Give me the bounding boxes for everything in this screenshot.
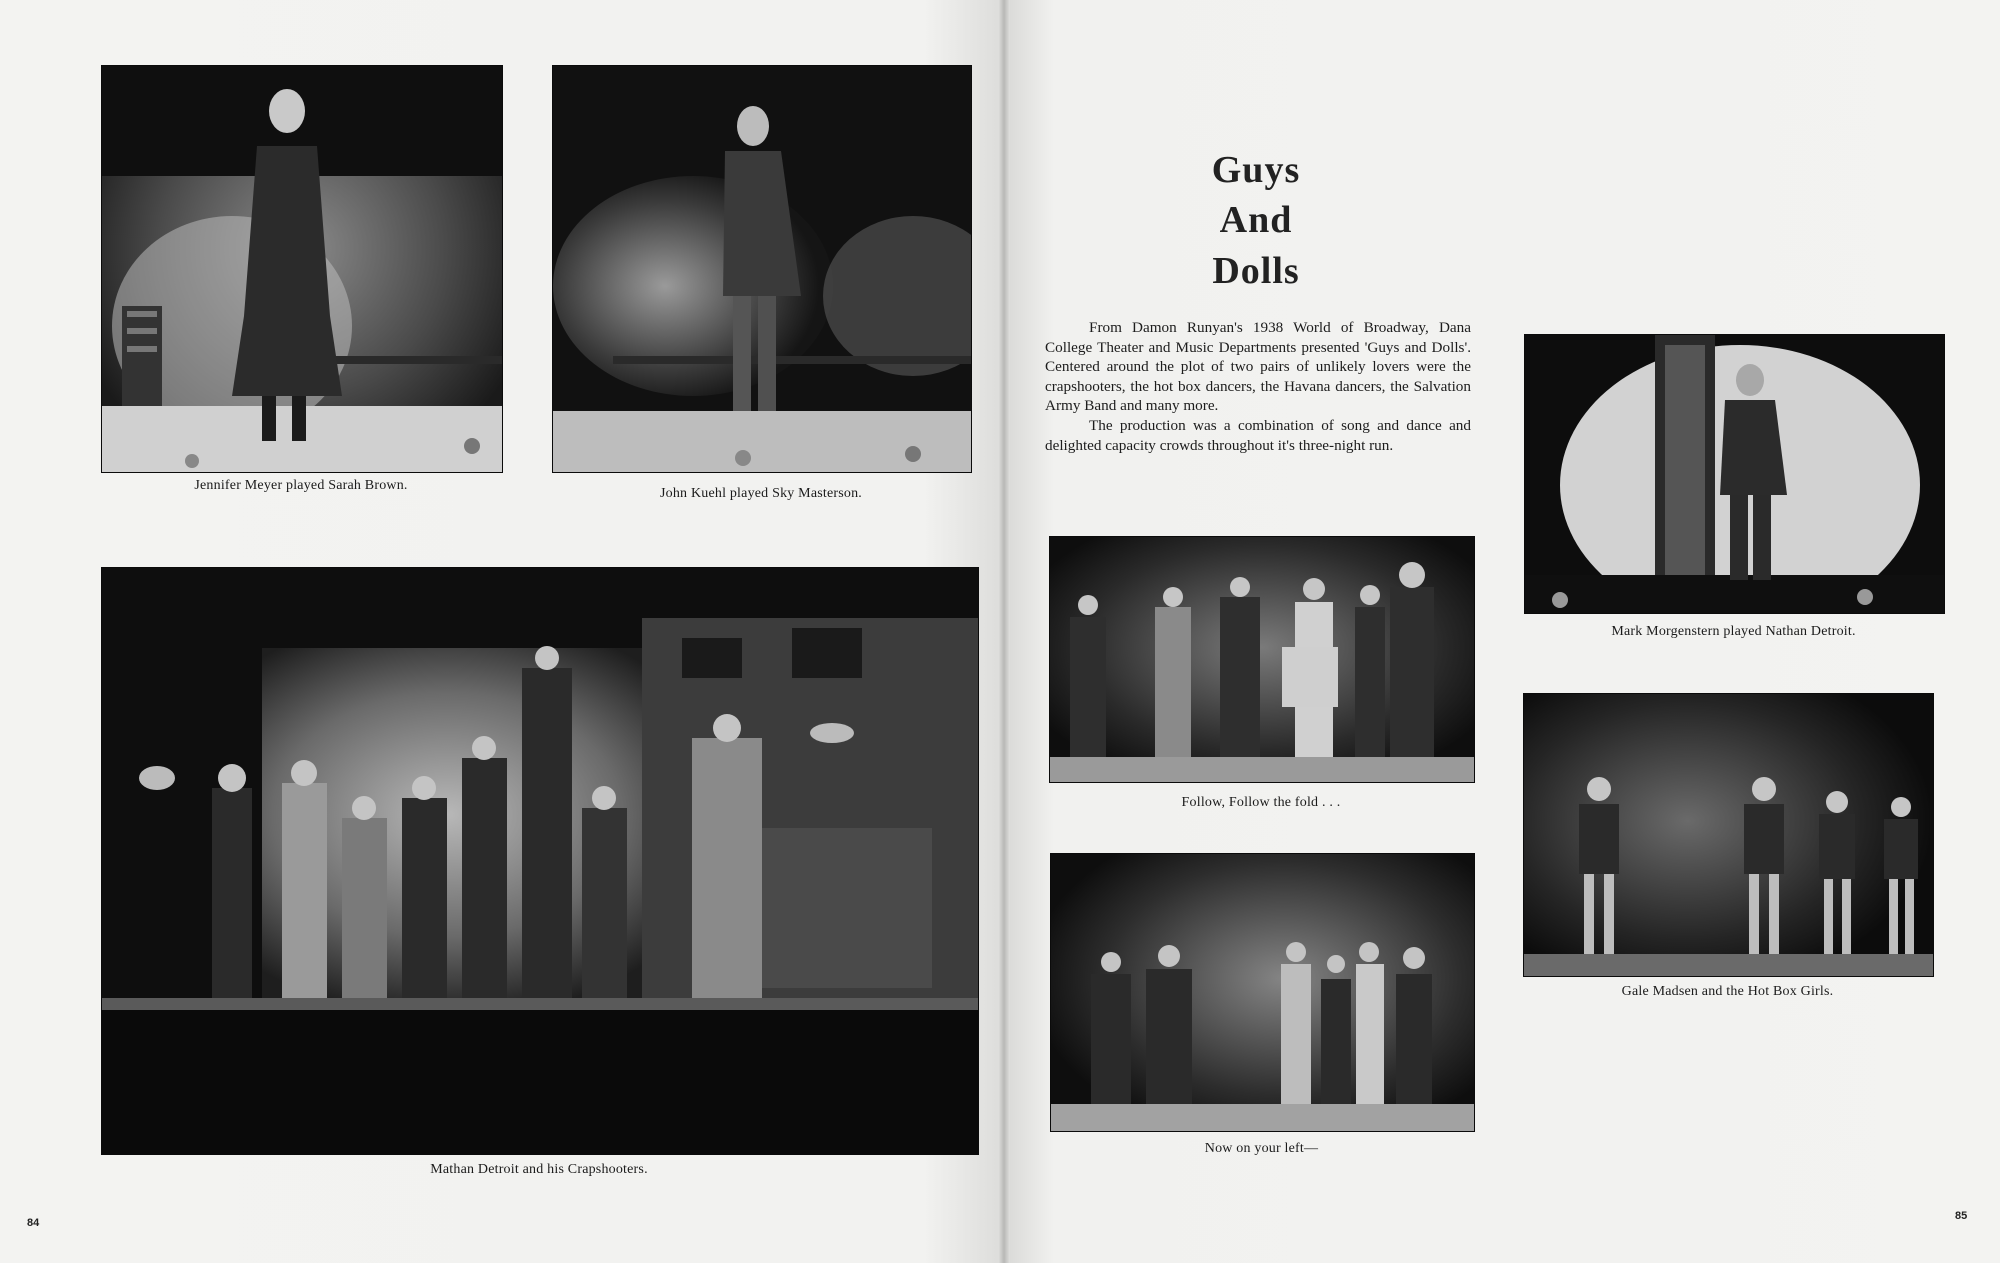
caption-follow-the-fold: Follow, Follow the fold . . . <box>1181 795 1341 810</box>
caption-sky-masterson: John Kuehl played Sky Masterson. <box>660 486 862 501</box>
article-title-line-1: Guys <box>1211 149 1301 191</box>
page-number-right: 85 <box>1955 1210 1968 1222</box>
caption-sarah-brown: Jennifer Meyer played Sarah Brown. <box>194 478 408 493</box>
caption-hot-box-girls: Gale Madsen and the Hot Box Girls. <box>1621 984 1834 999</box>
photo-now-on-your-left <box>1050 853 1475 1132</box>
article-paragraph-2: The production was a combination of song and dance and delighted capacity crowds throughout it's three-night run. <box>1045 416 1471 454</box>
caption-crapshooters: Mathan Detroit and his Crapshooters. <box>430 1162 648 1177</box>
article-title-line-3: Dolls <box>1212 250 1300 292</box>
article-body <box>1045 318 1471 455</box>
photo-follow-the-fold <box>1049 536 1475 783</box>
photo-sarah-brown <box>101 65 503 473</box>
photo-crapshooters <box>101 567 979 1155</box>
article-title-line-2: And <box>1219 199 1293 241</box>
page-number-left: 84 <box>27 1217 40 1229</box>
photo-nathan-detroit <box>1524 334 1945 614</box>
photo-hot-box-girls <box>1523 693 1934 977</box>
article-paragraph-1: From Damon Runyan's 1938 World of Broadway, Dana College Theater and Music Departments presented 'Guys and Dolls'. Centered around the plot of two pairs of unlikely lovers were the crapshooters, the hot box dancers, the Havana dancers, the Salvation Army Band and many more. <box>1045 319 1471 415</box>
photo-sky-masterson <box>552 65 972 473</box>
caption-nathan-detroit: Mark Morgenstern played Nathan Detroit. <box>1611 624 1856 639</box>
caption-now-on-your-left: Now on your left— <box>1204 1141 1319 1156</box>
book-gutter <box>998 0 1010 1263</box>
